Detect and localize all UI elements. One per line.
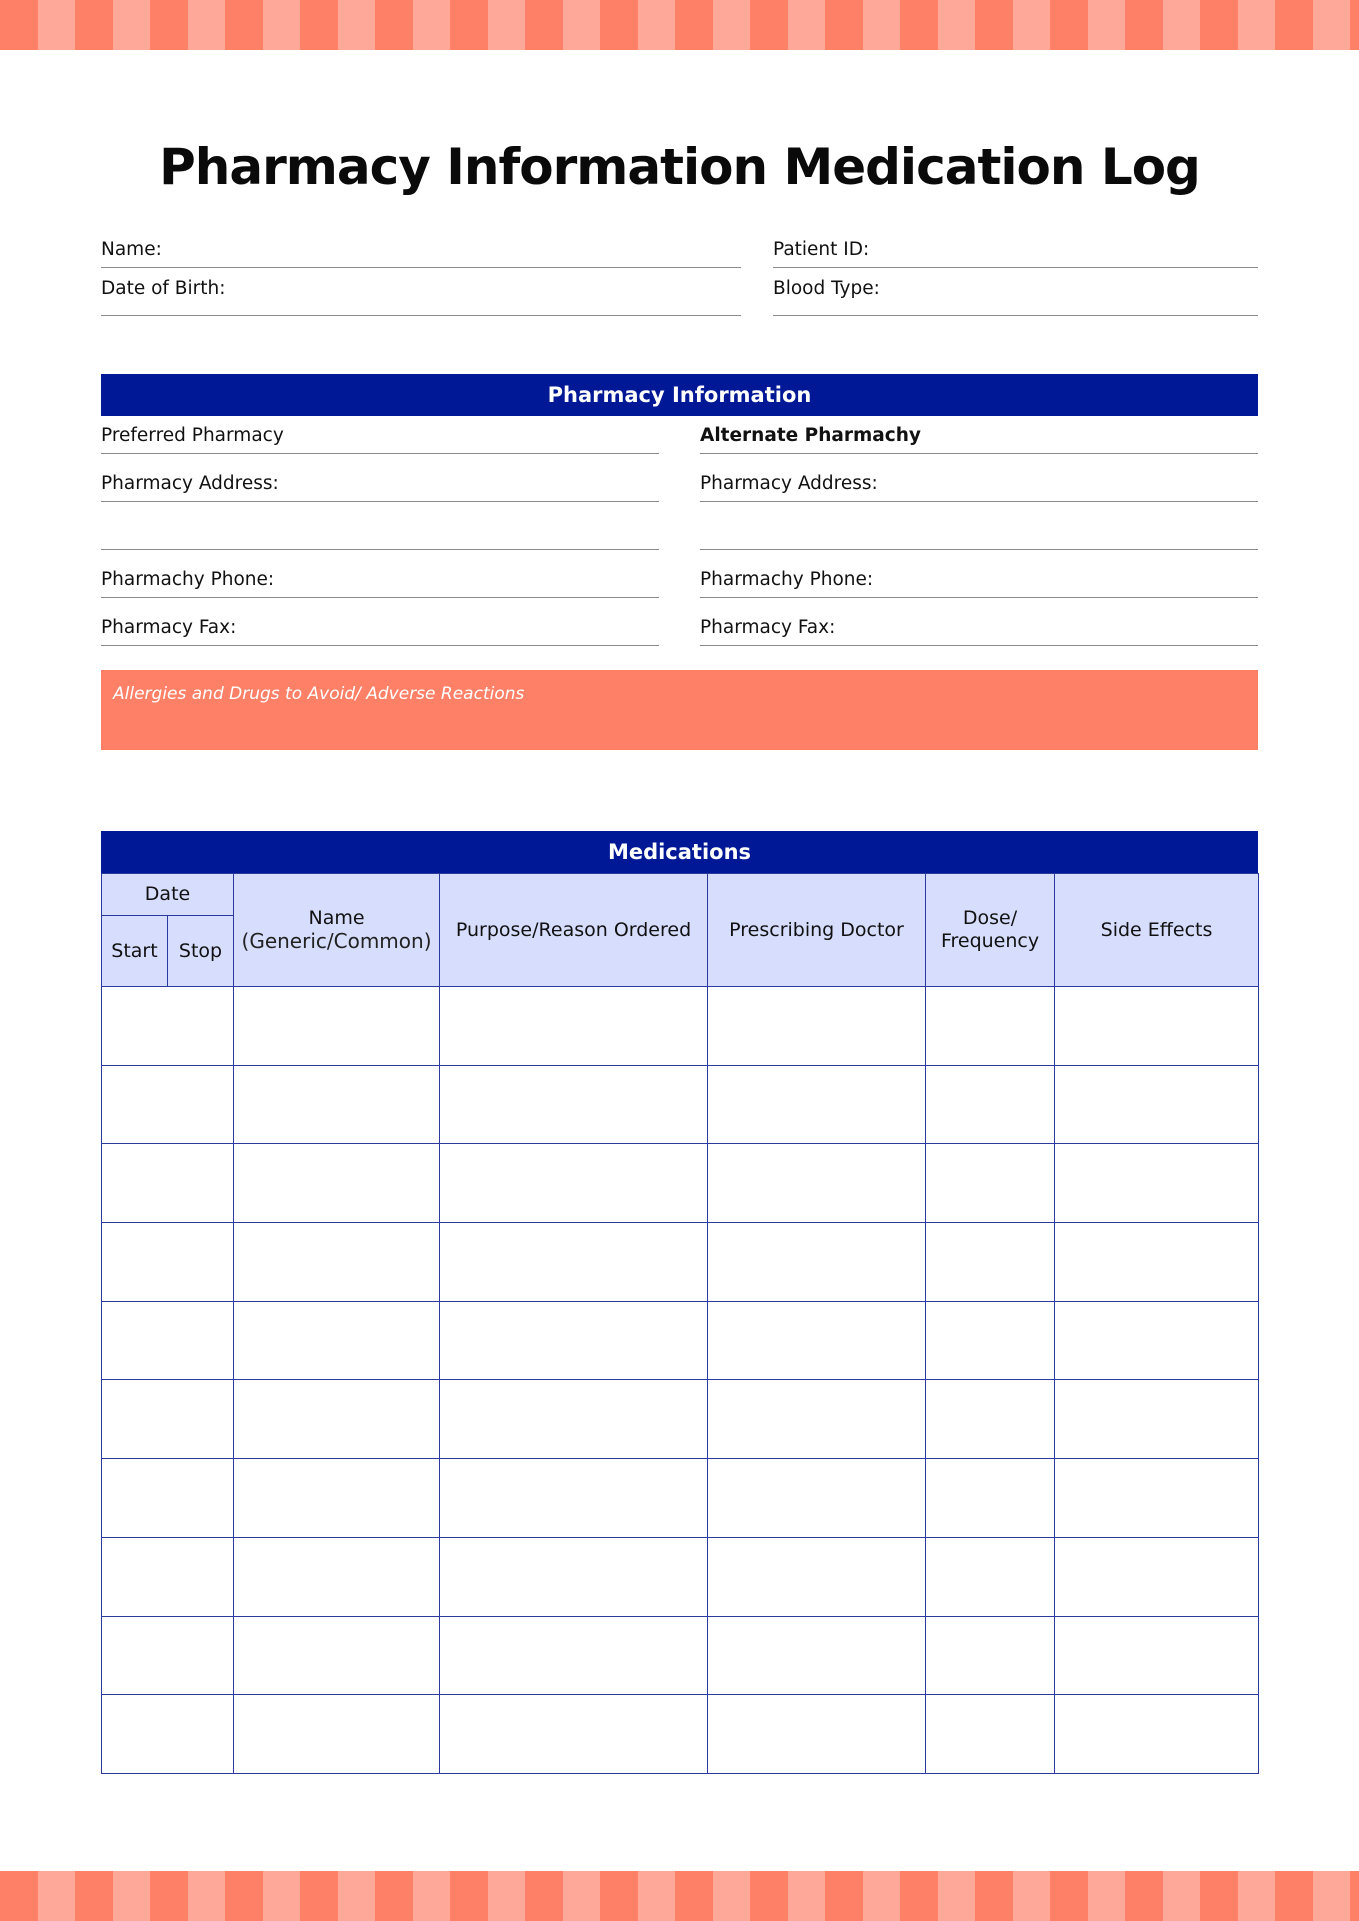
preferred-fax-label: Pharmacy Fax:: [101, 617, 237, 638]
preferred-fax-field[interactable]: [101, 616, 659, 646]
cell-side-effects[interactable]: [1055, 1223, 1259, 1302]
table-row: [102, 1223, 1259, 1302]
stripe-segment: [863, 0, 901, 50]
cell-side-effects[interactable]: [1055, 1144, 1259, 1223]
stripe-segment: [1313, 0, 1351, 50]
cell-doctor[interactable]: [708, 1380, 926, 1459]
cell-dose[interactable]: [926, 1144, 1055, 1223]
alternate-phone-label: Pharmachy Phone:: [700, 569, 874, 590]
stripe-segment: [563, 0, 601, 50]
col-header-purpose: Purpose/Reason Ordered: [440, 874, 708, 987]
cell-purpose[interactable]: [440, 1301, 708, 1380]
cell-date[interactable]: [102, 1065, 234, 1144]
cell-doctor[interactable]: [708, 1616, 926, 1695]
bottom-stripe-band: [0, 1871, 1359, 1921]
col-header-date: Date: [102, 874, 234, 916]
stripe-segment: [38, 1871, 76, 1921]
cell-name[interactable]: [234, 1144, 440, 1223]
cell-date[interactable]: [102, 1223, 234, 1302]
name-label: Name:: [101, 239, 162, 260]
stripe-segment: [225, 1871, 263, 1921]
patient-id-label: Patient ID:: [773, 239, 870, 260]
cell-doctor[interactable]: [708, 1144, 926, 1223]
cell-dose[interactable]: [926, 1065, 1055, 1144]
cell-name[interactable]: [234, 1537, 440, 1616]
stripe-segment: [0, 1871, 38, 1921]
stripe-segment: [1013, 0, 1051, 50]
stripe-segment: [1125, 1871, 1163, 1921]
stripe-segment: [263, 0, 301, 50]
cell-date[interactable]: [102, 1459, 234, 1538]
cell-date[interactable]: [102, 1537, 234, 1616]
cell-side-effects[interactable]: [1055, 1695, 1259, 1774]
stripe-segment: [1163, 1871, 1201, 1921]
patient-id-field[interactable]: [773, 238, 1258, 268]
cell-doctor[interactable]: [708, 1065, 926, 1144]
cell-dose[interactable]: [926, 1616, 1055, 1695]
cell-date[interactable]: [102, 1695, 234, 1774]
preferred-address-line2-field[interactable]: [101, 520, 659, 550]
cell-date[interactable]: [102, 987, 234, 1066]
cell-doctor[interactable]: [708, 1459, 926, 1538]
preferred-address-label: Pharmacy Address:: [101, 473, 279, 494]
stripe-segment: [675, 0, 713, 50]
table-row: [102, 1459, 1259, 1538]
col-header-name: [234, 874, 440, 987]
stripe-segment: [563, 1871, 601, 1921]
cell-name[interactable]: [234, 1301, 440, 1380]
preferred-address-field[interactable]: [101, 472, 659, 502]
col-header-start: Start: [102, 916, 168, 987]
stripe-segment: [638, 1871, 676, 1921]
stripe-segment: [450, 0, 488, 50]
col-header-name-title: Name: [308, 906, 365, 929]
stripe-segment: [300, 1871, 338, 1921]
col-header-stop: Stop: [168, 916, 234, 987]
stripe-segment: [525, 0, 563, 50]
stripe-segment: [338, 1871, 376, 1921]
stripe-segment: [1013, 1871, 1051, 1921]
stripe-segment: [1125, 0, 1163, 50]
name-field[interactable]: [101, 238, 741, 268]
stripe-segment: [1275, 1871, 1313, 1921]
stripe-segment: [338, 0, 376, 50]
stripe-segment: [413, 1871, 451, 1921]
stripe-segment: [1200, 0, 1238, 50]
stripe-segment: [188, 1871, 226, 1921]
cell-side-effects[interactable]: [1055, 1537, 1259, 1616]
cell-dose[interactable]: [926, 1537, 1055, 1616]
table-row: [102, 1537, 1259, 1616]
stripe-segment: [1275, 0, 1313, 50]
table-row: [102, 1065, 1259, 1144]
cell-doctor[interactable]: [708, 1301, 926, 1380]
cell-dose[interactable]: [926, 987, 1055, 1066]
stripe-segment: [975, 0, 1013, 50]
allergies-label: Allergies and Drugs to Avoid/ Adverse Reactions: [113, 684, 525, 704]
stripe-segment: [1238, 0, 1276, 50]
stripe-segment: [675, 1871, 713, 1921]
cell-purpose[interactable]: [440, 1380, 708, 1459]
alternate-address-line2-field[interactable]: [700, 520, 1258, 550]
cell-doctor[interactable]: [708, 1537, 926, 1616]
medications-table-body: [102, 987, 1259, 1774]
stripe-segment: [900, 0, 938, 50]
cell-side-effects[interactable]: [1055, 987, 1259, 1066]
cell-purpose[interactable]: [440, 1144, 708, 1223]
stripe-segment: [1163, 0, 1201, 50]
stripe-segment: [75, 1871, 113, 1921]
cell-date[interactable]: [102, 1144, 234, 1223]
stripe-segment: [450, 1871, 488, 1921]
stripe-segment: [1350, 1871, 1359, 1921]
stripe-segment: [638, 0, 676, 50]
stripe-segment: [113, 1871, 151, 1921]
cell-side-effects[interactable]: [1055, 1616, 1259, 1695]
alternate-address-label: Pharmacy Address:: [700, 473, 878, 494]
stripe-segment: [1050, 1871, 1088, 1921]
stripe-segment: [1313, 1871, 1351, 1921]
cell-side-effects[interactable]: [1055, 1380, 1259, 1459]
cell-name[interactable]: [234, 1459, 440, 1538]
cell-date[interactable]: [102, 1301, 234, 1380]
cell-dose[interactable]: [926, 1380, 1055, 1459]
col-header-dose-line2: Frequency: [940, 930, 1040, 952]
stripe-segment: [788, 1871, 826, 1921]
stripe-segment: [75, 0, 113, 50]
cell-name[interactable]: [234, 1695, 440, 1774]
stripe-segment: [150, 1871, 188, 1921]
medications-table: [101, 873, 1259, 1774]
table-row: [102, 1695, 1259, 1774]
pharmacy-info-header: Pharmacy Information: [101, 374, 1258, 416]
stripe-segment: [1350, 0, 1359, 50]
stripe-segment: [938, 1871, 976, 1921]
stripe-segment: [375, 0, 413, 50]
preferred-pharmacy-label: Preferred Pharmacy: [101, 425, 284, 446]
cell-date[interactable]: [102, 1380, 234, 1459]
blood-type-label: Blood Type:: [773, 278, 880, 299]
cell-date[interactable]: [102, 1616, 234, 1695]
stripe-segment: [1200, 1871, 1238, 1921]
cell-dose[interactable]: [926, 1695, 1055, 1774]
alternate-pharmacy-label: Alternate Pharmachy: [700, 425, 921, 446]
stripe-segment: [1088, 0, 1126, 50]
stripe-segment: [938, 0, 976, 50]
alternate-fax-field[interactable]: [700, 616, 1258, 646]
stripe-segment: [750, 0, 788, 50]
table-row: [102, 1380, 1259, 1459]
table-row: [102, 1144, 1259, 1223]
stripe-segment: [1050, 0, 1088, 50]
cell-purpose[interactable]: [440, 1695, 708, 1774]
cell-dose[interactable]: [926, 1223, 1055, 1302]
stripe-segment: [38, 0, 76, 50]
col-header-dose: [926, 874, 1055, 987]
allergies-box[interactable]: [101, 670, 1258, 750]
cell-dose[interactable]: [926, 1459, 1055, 1538]
alternate-phone-field[interactable]: [700, 568, 1258, 598]
stripe-segment: [975, 1871, 1013, 1921]
cell-purpose[interactable]: [440, 1537, 708, 1616]
top-stripe-band: [0, 0, 1359, 50]
cell-purpose[interactable]: [440, 987, 708, 1066]
stripe-segment: [1238, 1871, 1276, 1921]
stripe-segment: [113, 0, 151, 50]
preferred-phone-label: Pharmachy Phone:: [101, 569, 275, 590]
table-row: [102, 1616, 1259, 1695]
stripe-segment: [713, 1871, 751, 1921]
cell-purpose[interactable]: [440, 1616, 708, 1695]
stripe-segment: [300, 0, 338, 50]
stripe-segment: [225, 0, 263, 50]
stripe-segment: [488, 0, 526, 50]
stripe-segment: [788, 0, 826, 50]
stripe-segment: [375, 1871, 413, 1921]
alternate-fax-label: Pharmacy Fax:: [700, 617, 836, 638]
cell-side-effects[interactable]: [1055, 1459, 1259, 1538]
alternate-pharmacy-field[interactable]: [700, 424, 1258, 454]
alternate-address-field[interactable]: [700, 472, 1258, 502]
stripe-segment: [488, 1871, 526, 1921]
preferred-pharmacy-field[interactable]: [101, 424, 659, 454]
stripe-segment: [188, 0, 226, 50]
page-title: Pharmacy Information Medication Log: [159, 138, 1200, 196]
medications-header: Medications: [101, 831, 1258, 873]
col-header-doctor: Prescribing Doctor: [708, 874, 926, 987]
col-header-name-sub: (Generic/Common): [241, 929, 432, 954]
cell-name[interactable]: [234, 987, 440, 1066]
cell-name[interactable]: [234, 1380, 440, 1459]
stripe-segment: [825, 0, 863, 50]
stripe-segment: [525, 1871, 563, 1921]
stripe-segment: [750, 1871, 788, 1921]
stripe-segment: [900, 1871, 938, 1921]
dob-label: Date of Birth:: [101, 278, 226, 299]
cell-doctor[interactable]: [708, 1695, 926, 1774]
cell-side-effects[interactable]: [1055, 1301, 1259, 1380]
stripe-segment: [825, 1871, 863, 1921]
stripe-segment: [713, 0, 751, 50]
cell-name[interactable]: [234, 1616, 440, 1695]
stripe-segment: [413, 0, 451, 50]
cell-purpose[interactable]: [440, 1223, 708, 1302]
table-row: [102, 987, 1259, 1066]
cell-name[interactable]: [234, 1223, 440, 1302]
stripe-segment: [600, 1871, 638, 1921]
col-header-side-effects: Side Effects: [1055, 874, 1259, 987]
stripe-segment: [1088, 1871, 1126, 1921]
cell-doctor[interactable]: [708, 1223, 926, 1302]
stripe-segment: [0, 0, 38, 50]
stripe-segment: [863, 1871, 901, 1921]
cell-name[interactable]: [234, 1065, 440, 1144]
cell-dose[interactable]: [926, 1301, 1055, 1380]
table-row: [102, 1301, 1259, 1380]
dob-field[interactable]: [101, 278, 741, 316]
stripe-segment: [263, 1871, 301, 1921]
cell-purpose[interactable]: [440, 1459, 708, 1538]
preferred-phone-field[interactable]: [101, 568, 659, 598]
cell-side-effects[interactable]: [1055, 1065, 1259, 1144]
stripe-segment: [150, 0, 188, 50]
blood-type-field[interactable]: [773, 278, 1258, 316]
col-header-dose-line1: Dose/: [962, 907, 1018, 930]
stripe-segment: [600, 0, 638, 50]
cell-purpose[interactable]: [440, 1065, 708, 1144]
cell-doctor[interactable]: [708, 987, 926, 1066]
